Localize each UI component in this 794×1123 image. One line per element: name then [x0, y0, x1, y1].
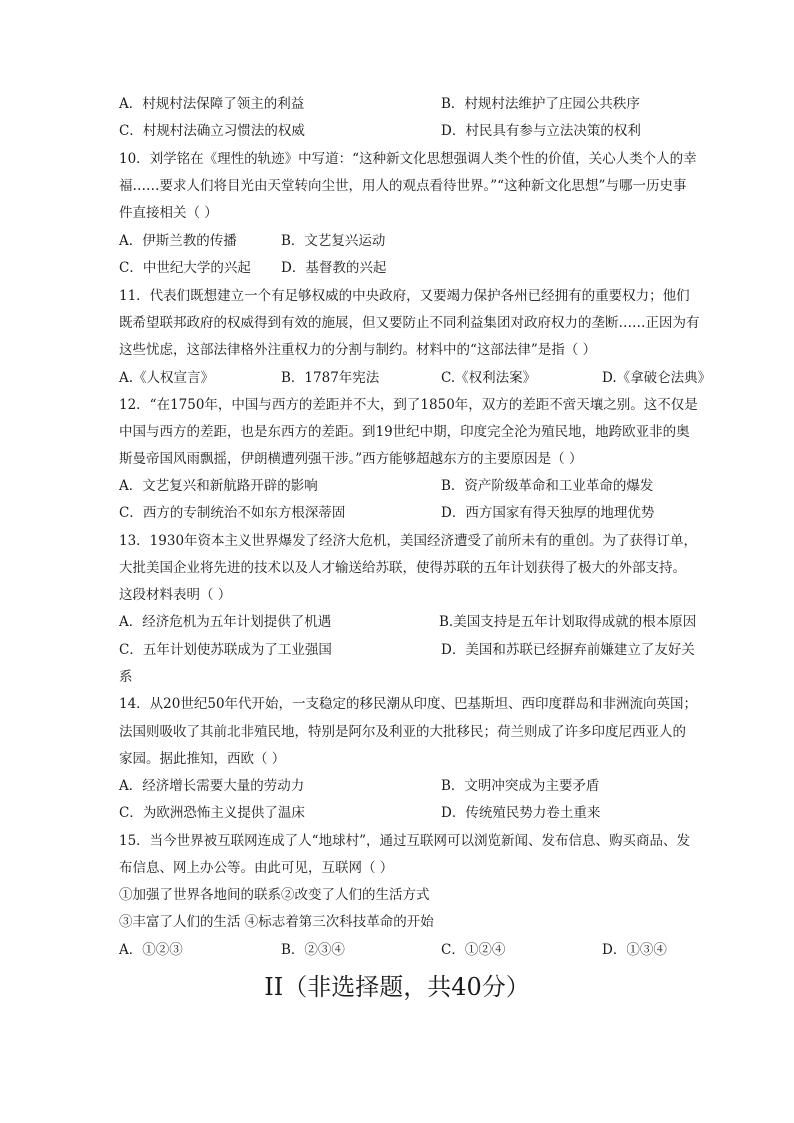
q14-option-c[interactable]: C．为欧洲恐怖主义提供了温床 — [119, 805, 305, 821]
q12-option-d[interactable]: D．西方国家有得天独厚的地理优势 — [441, 505, 655, 521]
q10-option-d[interactable]: D．基督教的兴起 — [281, 260, 387, 276]
q12-options-row-2 — [119, 503, 719, 523]
q12-option-a[interactable]: A．文艺复兴和新航路开辟的影响 — [119, 478, 318, 494]
q11-option-d[interactable]: D.《拿破仑法典》 — [602, 370, 712, 386]
q10-stem-line-3: 件直接相关（ ） — [119, 205, 218, 221]
q9-option-d[interactable]: D．村民具有参与立法决策的权利 — [441, 123, 641, 139]
q15-option-a[interactable]: A．①②③ — [119, 942, 183, 958]
q10-option-a[interactable]: A．伊斯兰教的传播 — [119, 233, 237, 249]
q13-option-d-wrap: 系 — [119, 669, 133, 685]
q11-option-b[interactable]: B．1787年宪法 — [281, 370, 380, 386]
q14-options-row-2 — [119, 803, 719, 823]
q11-option-c[interactable]: C.《权利法案》 — [441, 370, 537, 386]
q14-option-b[interactable]: B．文明冲突成为主要矛盾 — [441, 778, 600, 794]
q13-option-b[interactable]: B.美国支持是五年计划取得成就的根本原因 — [439, 614, 697, 630]
q9-option-c[interactable]: C．村规村法确立习惯法的权威 — [119, 123, 305, 139]
q9-options-row-1 — [119, 94, 719, 114]
q15-option-d[interactable]: D．①③④ — [602, 942, 667, 958]
q13-option-a[interactable]: A．经济危机为五年计划提供了机遇 — [119, 614, 332, 630]
q15-stem-line-2: 布信息、网上办公等。由此可见，互联网（ ） — [119, 860, 394, 876]
q13-options-row-1 — [119, 612, 719, 632]
q10-option-c[interactable]: C．中世纪大学的兴起 — [119, 260, 251, 276]
q9-options-row-2 — [119, 121, 719, 141]
q14-options-row-1 — [119, 776, 719, 796]
q12-stem-line-1: 12．“在1750年，中国与西方的差距并不大，到了1850年，双方的差距不啻天壤之别。这不仅是 — [119, 397, 698, 413]
q9-option-a[interactable]: A．村规村法保障了领主的利益 — [119, 96, 305, 112]
q12-option-b[interactable]: B．资产阶级革命和工业革命的爆发 — [441, 478, 654, 494]
q14-option-a[interactable]: A．经济增长需要大量的劳动力 — [119, 778, 305, 794]
q11-stem-line-2: 既希望联邦政府的权威得到有效的施展，但又要防止不同利益集团对政府权力的垄断……正因为有 — [119, 315, 700, 331]
q13-option-c[interactable]: C．五年计划使苏联成为了工业强国 — [119, 642, 332, 658]
q10-stem-line-1: 10．刘学铭在《理性的轨迹》中写道：“这种新文化思想强调人类个性的价值，关心人类个人的幸 — [119, 151, 697, 167]
q9-option-b[interactable]: B．村规村法维护了庄园公共秩序 — [441, 96, 640, 112]
q13-option-d[interactable]: D．美国和苏联已经摒弃前嫌建立了友好关 — [441, 642, 695, 658]
q12-stem-line-2: 中国与西方的差距，也是东西方的差距。到19世纪中期，印度完全沦为殖民地，地跨欧亚非的奥 — [119, 424, 690, 440]
q15-options-row — [119, 940, 719, 960]
q14-stem-line-3: 家园。据此推知，西欧（ ） — [119, 751, 286, 767]
q15-option-b[interactable]: B．②③④ — [281, 942, 345, 958]
q13-stem-line-1: 13．1930年资本主义世界爆发了经济大危机，美国经济遭受了前所未有的重创。为了获得订单， — [119, 533, 698, 549]
q15-stem-line-1: 15．当今世界被互联网连成了人“地球村”，通过互联网可以浏览新闻、发布信息、购买商品、发 — [119, 833, 690, 849]
q11-stem-line-1: 11．代表们既想建立一个有足够权威的中央政府，又要竭力保护各州已经拥有的重要权力；他们 — [119, 288, 690, 304]
q10-stem-line-2: 福……要求人们将目光由天堂转向尘世，用人的观点看待世界。”“这种新文化思想”与哪一历史事 — [119, 178, 687, 194]
q12-options-row-1 — [119, 476, 719, 496]
q14-stem-line-2: 法国则吸收了其前北非殖民地，特别是阿尔及利亚的大批移民；荷兰则成了许多印度尼西亚人的 — [119, 724, 686, 740]
q11-option-a[interactable]: A.《人权宣言》 — [119, 370, 215, 386]
q11-stem-line-3: 这些忧虑，这部法律格外注重权力的分割与制约。材料中的“这部法律”是指（ ） — [119, 342, 597, 358]
q10-option-b[interactable]: B．文艺复兴运动 — [281, 233, 386, 249]
q12-option-c[interactable]: C．西方的专制统治不如东方根深蒂固 — [119, 505, 346, 521]
section-title: II（非选择题，共40分） — [264, 973, 530, 1001]
q15-option-c[interactable]: C．①②④ — [441, 942, 506, 958]
q13-options-row-2 — [119, 640, 719, 660]
q11-options-row — [119, 368, 719, 388]
q10-options-row-1 — [119, 231, 719, 251]
q13-stem-line-2: 大批美国企业将先进的技术以及人才输送给苏联，使得苏联的五年计划获得了极大的外部支持。 — [119, 560, 686, 576]
q13-stem-line-3: 这段材料表明（ ） — [119, 587, 232, 603]
q14-stem-line-1: 14．从20世纪50年代开始，一支稳定的移民潮从印度、巴基斯坦、西印度群岛和非洲流向英国； — [119, 696, 698, 712]
q10-options-row-2 — [119, 258, 719, 278]
q15-statement-line-2: ③丰富了人们的生活 ④标志着第三次科技革命的开始 — [119, 914, 434, 930]
q15-statement-line-1: ①加强了世界各地间的联系②改变了人们的生活方式 — [119, 887, 430, 903]
q12-stem-line-3: 斯曼帝国风雨飘摇，伊朗横遭列强干涉。”西方能够超越东方的主要原因是（ ） — [119, 451, 583, 467]
q14-option-d[interactable]: D．传统殖民势力卷土重来 — [441, 805, 601, 821]
